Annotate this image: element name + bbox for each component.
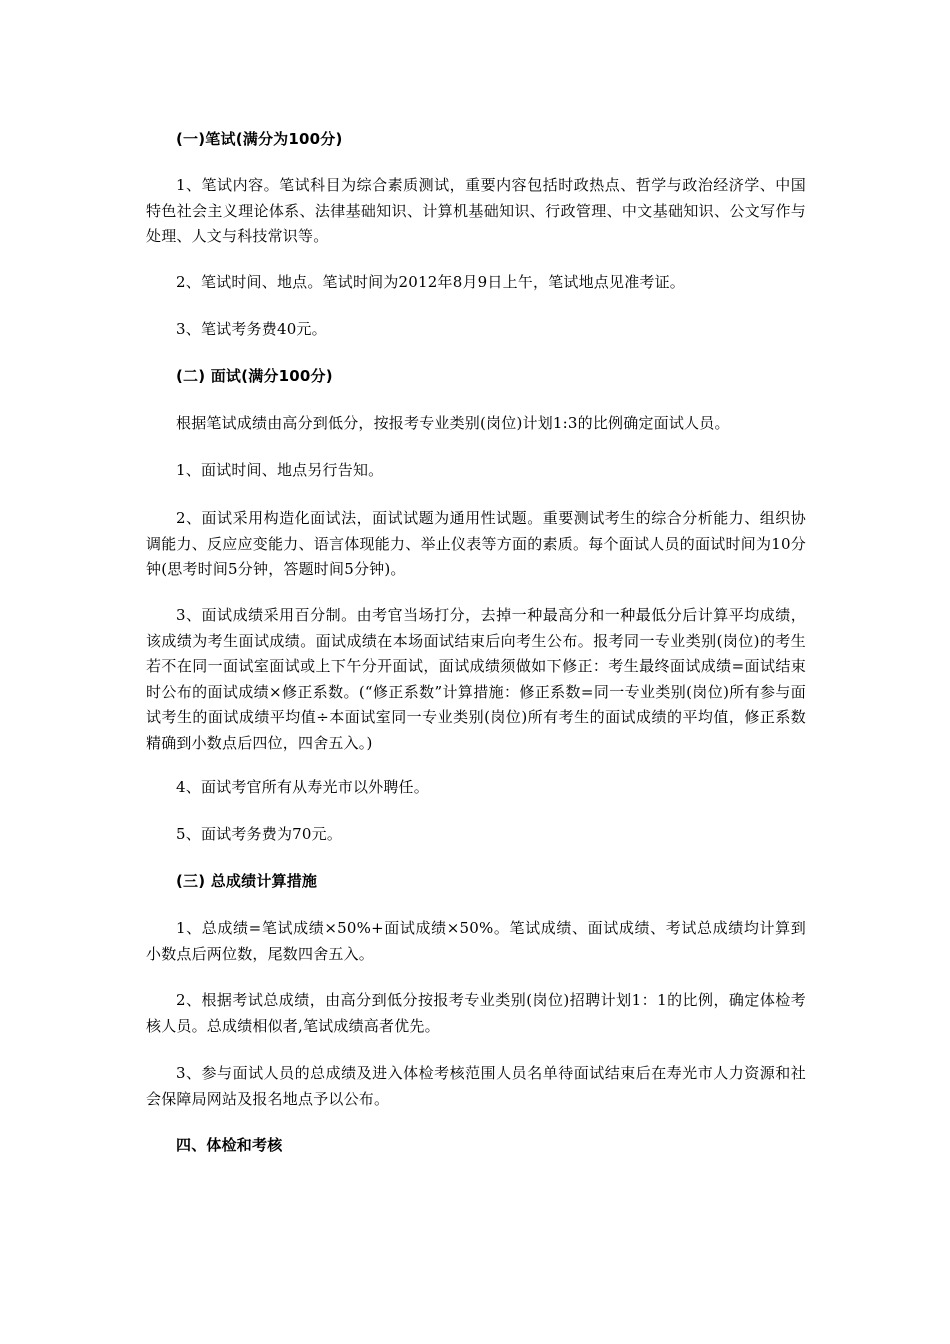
paragraph-total-selection: 2、根据考试总成绩，由高分到低分按报考专业类别(岗位)招聘计划1：1的比例，确定体检考核人员。总成绩相似者,笔试成绩高者优先。 <box>146 991 806 1035</box>
paragraph-interview-intro: 根据笔试成绩由高分到低分，按报考专业类别(岗位)计划1:3的比例确定面试人员。 <box>176 414 730 432</box>
paragraph-written-fee: 3、笔试考务费40元。 <box>176 320 327 338</box>
paragraph-interview-method: 2、面试采用构造化面试法，面试试题为通用性试题。重要测试考生的综合分析能力、组织协调能力、反应应变能力、语言体现能力、举止仪表等方面的素质。每个面试人员的面试时间为10分钟(思考时间5分钟，答题时间5分钟)。 <box>146 509 806 578</box>
heading-section-four: 四、体检和考核 <box>176 1136 283 1154</box>
paragraph-written-time-place: 2、笔试时间、地点。笔试时间为2012年8月9日上午，笔试地点见准考证。 <box>176 273 686 291</box>
paragraph-total-formula: 1、总成绩=笔试成绩×50%+面试成绩×50%。笔试成绩、面试成绩、考试总成绩均计算到小数点后两位数，尾数四舍五入。 <box>146 919 806 963</box>
paragraph-interview-time-place: 1、面试时间、地点另行告知。 <box>176 461 384 479</box>
heading-interview: (二) 面试(满分100分) <box>176 367 333 385</box>
paragraph-interview-fee: 5、面试考务费为70元。 <box>176 825 343 843</box>
paragraph-interview-scoring: 3、面试成绩采用百分制。由考官当场打分，去掉一种最高分和一种最低分后计算平均成绩，该成绩为考生面试成绩。面试成绩在本场面试结束后向考生公布。报考同一专业类别(岗位)的考生若不在同一面试室面试或上下午分开面试，面试成绩须做如下修正：考生最终面试成绩=面试结束时公布的面试成绩×修正系数。(“修正系数”计算措施：修正系数=同一专业类别(岗位)所有参与面试考生的面试成绩平均值÷本面试室同一专业类别(岗位)所有考生的面试成绩的平均值，修正系数精确到小数点后四位，四舍五入。) <box>146 606 806 752</box>
paragraph-written-content: 1、笔试内容。笔试科目为综合素质测试，重要内容包括时政热点、哲学与政治经济学、中国特色社会主义理论体系、法律基础知识、计算机基础知识、行政管理、中文基础知识、公文写作与处理、人文与科技常识等。 <box>146 176 806 245</box>
heading-written-exam: (一)笔试(满分为100分) <box>176 130 343 148</box>
paragraph-total-publication: 3、参与面试人员的总成绩及进入体检考核范围人员名单待面试结束后在寿光市人力资源和社会保障局网站及报名地点予以公布。 <box>146 1064 806 1108</box>
heading-total-score: (三) 总成绩计算措施 <box>176 872 318 890</box>
paragraph-interview-examiners: 4、面试考官所有从寿光市以外聘任。 <box>176 778 429 796</box>
